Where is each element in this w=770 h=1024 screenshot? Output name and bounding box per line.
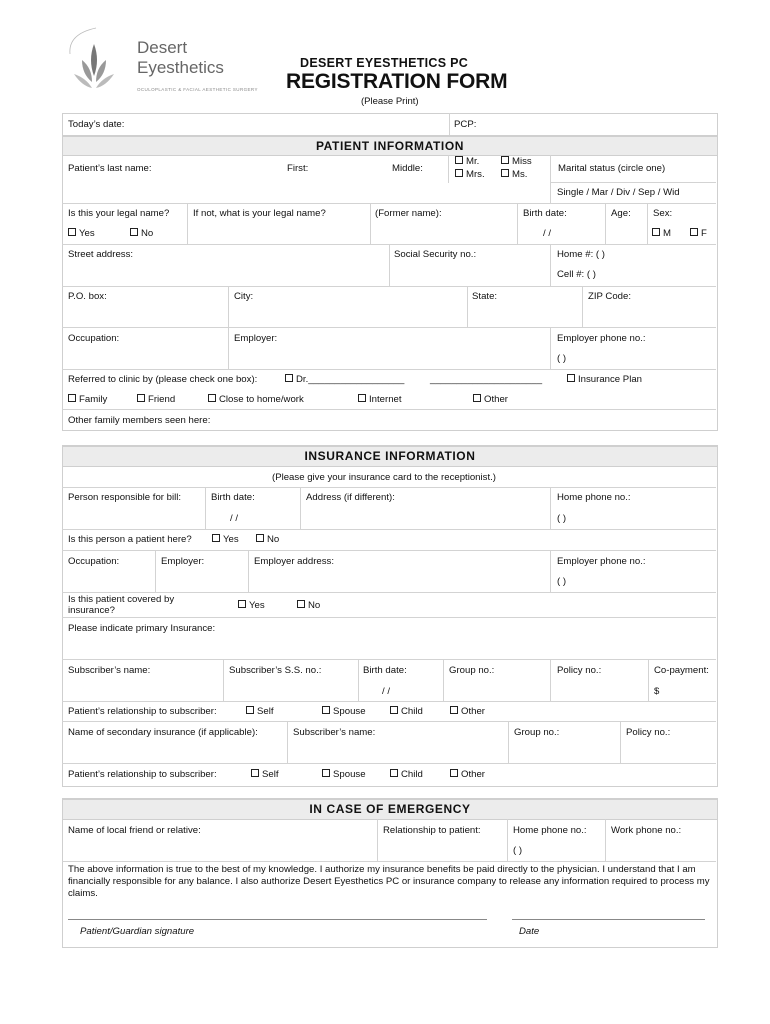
relationship2-spouse-checkbox[interactable]: Spouse	[322, 769, 366, 780]
birth-date-field[interactable]: / /	[543, 228, 551, 239]
logo-name-line2: Eyesthetics	[137, 58, 224, 77]
emergency-relationship-label: Relationship to patient:	[383, 825, 481, 836]
relationship2-other-checkbox[interactable]: Other	[450, 769, 485, 780]
signature-label: Patient/Guardian signature	[80, 926, 195, 937]
primary-insurance-label: Please indicate primary Insurance:	[68, 623, 216, 634]
responsible-address-label: Address (if different):	[306, 492, 395, 503]
logo-name-line1: Desert	[137, 38, 188, 57]
relationship-spouse-checkbox[interactable]: Spouse	[322, 706, 366, 717]
signature-line[interactable]	[68, 919, 487, 920]
is-patient-no-checkbox[interactable]: No	[256, 534, 279, 545]
referred-insurance-plan-checkbox[interactable]: Insurance Plan	[567, 374, 642, 385]
copayment-label: Co-payment:	[654, 665, 709, 676]
marital-status-label: Marital status (circle one)	[558, 163, 666, 174]
insured-employer-phone-label: Employer phone no.:	[557, 556, 646, 567]
insurance-note: (Please give your insurance card to the receptionist.)	[272, 472, 496, 483]
secondary-insurance-label: Name of secondary insurance (if applicable):	[68, 727, 258, 738]
last-name-label: Patient’s last name:	[68, 163, 152, 174]
relationship-child-checkbox[interactable]: Child	[390, 706, 423, 717]
legal-name-label: If not, what is your legal name?	[193, 208, 326, 219]
former-name-label: (Former name):	[375, 208, 442, 219]
secondary-policy-no-label: Policy no.:	[626, 727, 671, 738]
title-miss-checkbox[interactable]: Miss	[501, 156, 532, 167]
referred-friend-checkbox[interactable]: Friend	[137, 394, 175, 405]
legal-name-yes-checkbox[interactable]: Yes	[68, 228, 95, 239]
secondary-group-no-label: Group no.:	[514, 727, 560, 738]
po-box-label: P.O. box:	[68, 291, 107, 302]
responsible-label: Person responsible for bill:	[68, 492, 182, 503]
birth-date-label: Birth date:	[523, 208, 567, 219]
form-title: REGISTRATION FORM	[286, 70, 508, 93]
relationship2-self-checkbox[interactable]: Self	[251, 769, 279, 780]
form-subtitle: (Please Print)	[361, 96, 419, 107]
date-label: Date	[519, 926, 540, 937]
covered-question: Is this patient covered by insurance?	[68, 594, 175, 616]
secondary-subscriber-name-label: Subscriber’s name:	[293, 727, 376, 738]
referred-dr-blank[interactable]: _____________________	[430, 374, 543, 385]
insured-employer-label: Employer:	[161, 556, 205, 567]
insured-employer-address-label: Employer address:	[254, 556, 334, 567]
occupation-label: Occupation:	[68, 333, 120, 344]
responsible-birth-date-field[interactable]: / /	[230, 513, 238, 524]
age-label: Age:	[611, 208, 631, 219]
relationship2-child-checkbox[interactable]: Child	[390, 769, 423, 780]
is-patient-question: Is this person a patient here?	[68, 534, 192, 545]
patient-section	[62, 135, 718, 431]
responsible-birth-date-label: Birth date:	[211, 492, 255, 503]
group-no-label: Group no.:	[449, 665, 495, 676]
referred-label: Referred to clinic by (please check one box):	[68, 374, 258, 385]
referred-family-checkbox[interactable]: Family	[68, 394, 107, 405]
subscriber-birth-date-field[interactable]: / /	[382, 686, 390, 697]
employer-phone-field[interactable]: ( )	[557, 353, 567, 364]
pcp-label: PCP:	[454, 119, 477, 130]
relationship2-label: Patient’s relationship to subscriber:	[68, 769, 217, 780]
todays-date-label: Today’s date:	[68, 119, 125, 130]
relationship-other-checkbox[interactable]: Other	[450, 706, 485, 717]
responsible-home-phone-label: Home phone no.:	[557, 492, 631, 503]
copayment-dollar: $	[654, 686, 660, 697]
responsible-home-phone-field[interactable]: ( )	[557, 513, 567, 524]
emergency-work-phone-label: Work phone no.:	[611, 825, 682, 836]
referred-internet-checkbox[interactable]: Internet	[358, 394, 402, 405]
subscriber-name-label: Subscriber’s name:	[68, 665, 151, 676]
city-label: City:	[234, 291, 254, 302]
title-ms-checkbox[interactable]: Ms.	[501, 169, 527, 180]
patient-info-heading: PATIENT INFORMATION	[63, 136, 717, 156]
subscriber-ssn-label: Subscriber’s S.S. no.:	[229, 665, 322, 676]
zip-code-label: ZIP Code:	[588, 291, 632, 302]
middle-name-label: Middle:	[392, 163, 423, 174]
ssn-label: Social Security no.:	[394, 249, 477, 260]
is-patient-yes-checkbox[interactable]: Yes	[212, 534, 239, 545]
referred-dr-checkbox[interactable]: Dr.__________________	[285, 374, 404, 385]
marital-status-options[interactable]: Single / Mar / Div / Sep / Wid	[557, 187, 680, 198]
emergency-heading: IN CASE OF EMERGENCY	[63, 799, 717, 820]
employer-phone-label: Employer phone no.:	[557, 333, 646, 344]
insurance-info-heading: INSURANCE INFORMATION	[63, 446, 717, 467]
insured-occupation-label: Occupation:	[68, 556, 120, 567]
state-label: State:	[472, 291, 498, 302]
sex-label: Sex:	[653, 208, 673, 219]
sex-f-checkbox[interactable]: F	[690, 228, 707, 239]
legal-name-question: Is this your legal name?	[68, 208, 170, 219]
first-name-label: First:	[287, 163, 309, 174]
local-friend-label: Name of local friend or relative:	[68, 825, 201, 836]
relationship-label: Patient’s relationship to subscriber:	[68, 706, 217, 717]
emergency-home-phone-label: Home phone no.:	[513, 825, 587, 836]
authorization-statement: The above information is true to the best of my knowledge. I authorize my insurance benefits be paid directly to the physician. I understand that I am financially responsible for any balance. I also authorize Desert Eyesthetics PC or insurance company to release any information required to process my claims.	[68, 864, 710, 899]
sex-m-checkbox[interactable]: M	[652, 228, 671, 239]
policy-no-label: Policy no.:	[557, 665, 602, 676]
date-pcp-box	[62, 113, 718, 136]
insured-employer-phone-field[interactable]: ( )	[557, 576, 567, 587]
employer-label: Employer:	[234, 333, 278, 344]
referred-close-home-checkbox[interactable]: Close to home/work	[208, 394, 304, 405]
date-line[interactable]	[512, 919, 705, 920]
home-phone-label: Home #: ( )	[557, 249, 605, 260]
logo-tagline: OCULOPLASTIC & FACIAL AESTHETIC SURGERY	[137, 87, 258, 92]
covered-no-checkbox[interactable]: No	[297, 600, 320, 611]
street-address-label: Street address:	[68, 249, 134, 260]
title-mr-checkbox[interactable]: Mr.	[455, 156, 479, 167]
relationship-self-checkbox[interactable]: Self	[246, 706, 274, 717]
referred-other-checkbox[interactable]: Other	[473, 394, 508, 405]
legal-name-no-checkbox[interactable]: No	[130, 228, 153, 239]
company-name: DESERT EYESTHETICS PC	[300, 56, 469, 70]
emergency-home-phone-field[interactable]: ( )	[513, 845, 523, 856]
covered-yes-checkbox[interactable]: Yes	[238, 600, 265, 611]
title-mrs-checkbox[interactable]: Mrs.	[455, 169, 485, 180]
cell-phone-label: Cell #: ( )	[557, 269, 596, 280]
other-family-label: Other family members seen here:	[68, 415, 211, 426]
subscriber-birth-date-label: Birth date:	[363, 665, 407, 676]
